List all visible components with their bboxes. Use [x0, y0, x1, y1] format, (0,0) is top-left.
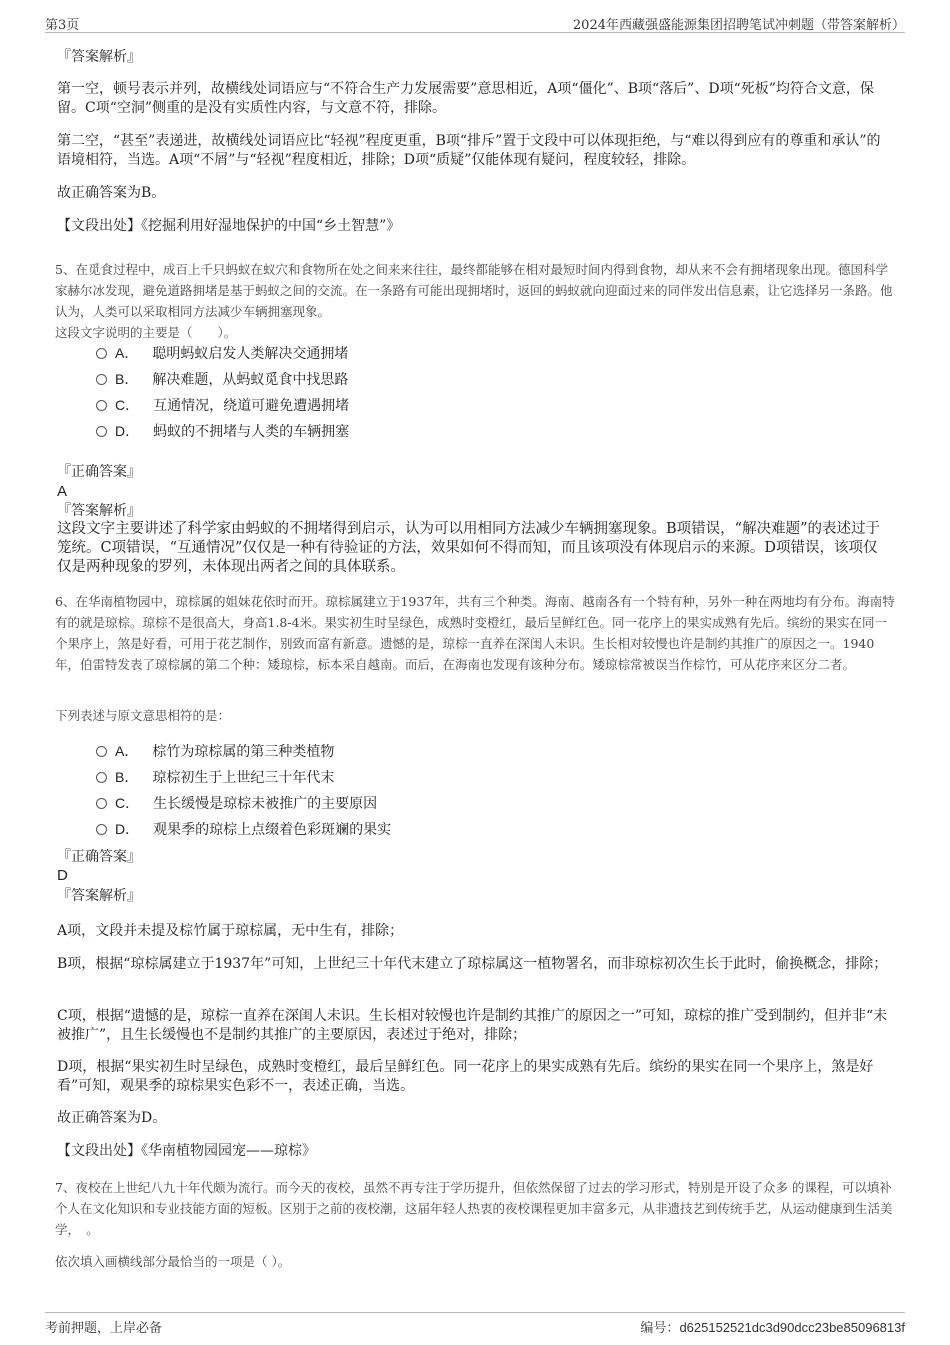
q6-analysis-b: B项，根据“琼棕属建立于1937年”可知，上世纪三十年代末建立了琼棕属这一植物署名，而非琼棕初次生长于此时，偷换概念，排除；	[57, 956, 888, 972]
q6-stem: 6、在华南植物园中，琼棕属的姐妹花依时而开。琼棕属建立于1937年，共有三个种类。海南、越南各有一个特有种，另外一种在两地均有分布。海南特有的就是琼棕。琼棕不是很高大，身高1.8-4米。果实初生时呈绿色，成熟时变橙红，最后呈鲜红色。同一花序上的果实成熟有先后。缤纷的果实在同一个果序上，煞是好看，可用于花艺制作，别致而富有新意。遗憾的是，琼棕一直养在深闺人未识。生长相对较慢也许是制约其推广的原因之一。1940年，伯雷特发表了琼棕属的第二个种：矮琼棕，标本采自越南。而后，在海南也发现有该种分布。矮琼棕常被误当作棕竹，可从花序来区分二者。	[55, 594, 895, 672]
q5-option-d[interactable]: D． 蚂蚁的不拥堵与人类的车辆拥塞	[96, 421, 349, 441]
page-footer	[45, 1312, 905, 1337]
q4-analysis-para2: 第二空，“甚至”表递进，故横线处词语应比“轻视”程度更重，B项“排斥”置于文段中可以体现拒绝，与“难以得到应有的尊重和承认”的语境相符，当选。A项“不屑”与“轻视”程度相近，排除；D项“质疑”仅能体现有疑问，程度较轻，排除。	[57, 133, 881, 168]
radio-icon[interactable]	[96, 348, 107, 359]
radio-icon[interactable]	[96, 746, 107, 757]
q6-option-d[interactable]: D． 观果季的琼棕上点缀着色彩斑斓的果实	[96, 819, 391, 839]
q4-source: 【文段出处】《挖掘利用好湿地保护的中国“乡土智慧”》	[57, 218, 401, 234]
q5-analysis: 这段文字主要讲述了科学家由蚂蚁的不拥堵得到启示，认为可以用相同方法减少车辆拥塞现象。B项错误，“解决难题”的表述过于笼统。C项错误，“互通情况”仅仅是一种有待验证的方法，效果如何不得而知，而且该项没有体现启示的来源。D项错误，该项仅仅是两种现象的罗列，未体现出两者之间的具体联系。	[57, 521, 880, 575]
q4-analysis-para1: 第一空，顿号表示并列，故横线处词语应与“不符合生产力发展需要”意思相近，A项“僵化”、B项“落后”、D项“死板”均符合文意，保留。C项“空洞”侧重的是没有实质性内容，与文意不符，排除。	[57, 81, 874, 116]
q6-question: 下列表述与原文意思相符的是：	[55, 708, 231, 723]
q6-source: 【文段出处】《华南植物园园宠——琼棕》	[57, 1143, 316, 1159]
q6-conclusion: 故正确答案为D。	[57, 1110, 167, 1126]
radio-icon[interactable]	[96, 772, 107, 783]
q5-stem: 5、在觅食过程中，成百上千只蚂蚁在蚁穴和食物所在处之间来来往往，最终都能够在相对最短时间内得到食物，却从来不会有拥堵现象出现。德国科学家赫尔冰发现，避免道路拥堵是基于蚂蚁之间的交流。在一条路有可能出现拥堵时，返回的蚂蚁就向迎面过来的同伴发出信息素，让它选择另一条路。他认为，人类可以采取相同方法减少车辆拥塞现象。	[55, 262, 893, 319]
q5-option-a[interactable]: A． 聪明蚂蚁启发人类解决交通拥堵	[96, 343, 348, 363]
footer-slogan: 考前押题，上岸必备	[45, 1321, 163, 1336]
radio-icon[interactable]	[96, 798, 107, 809]
q5-question: 这段文字说明的主要是（ ）。	[55, 325, 237, 340]
q6-correct-answer: D	[57, 867, 68, 884]
radio-icon[interactable]	[96, 824, 107, 835]
q5-option-c[interactable]: C． 互通情况，绕道可避免遭遇拥堵	[96, 395, 349, 415]
q7-question: 依次填入画横线部分最恰当的一项是（ ）。	[55, 1254, 291, 1269]
radio-icon[interactable]	[96, 426, 107, 437]
q6-analysis-a: A项，文段并未提及棕竹属于琼棕属，无中生有，排除；	[57, 923, 404, 939]
q6-option-c[interactable]: C． 生长缓慢是琼棕未被推广的主要原因	[96, 793, 377, 813]
q4-conclusion: 故正确答案为B。	[57, 185, 166, 201]
q6-correct-label: 『正确答案』	[57, 849, 141, 865]
q6-analysis-label: 『答案解析』	[57, 888, 141, 904]
radio-icon[interactable]	[96, 374, 107, 385]
q6-analysis-d: D项，根据“果实初生时呈绿色，成熟时变橙红，最后呈鲜红色。同一花序上的果实成熟有先后。缤纷的果实在同一个果序上，煞是好看”可知，观果季的琼棕果实色彩不一，表述正确，当选。	[57, 1059, 874, 1094]
q5-correct-label: 『正确答案』	[57, 464, 141, 480]
page-header	[45, 12, 905, 33]
q7-stem: 7、夜校在上世纪八九十年代颇为流行。而今天的夜校，虽然不再专注于学历提升，但依然保留了过去的学习形式，特别是开设了众多 的课程，可以填补个人在文化知识和专业技能方面的短板。区别于之前的夜校潮，这届年轻人热衷的夜校课程更加丰富多元，从非遗技艺到传统手艺，从运动健康到生活美学， 。	[55, 1180, 893, 1237]
q6-option-a[interactable]: A． 棕竹为琼棕属的第三种类植物	[96, 741, 334, 761]
q5-option-b[interactable]: B． 解决难题，从蚂蚁觅食中找思路	[96, 369, 348, 389]
q5-correct-answer: A	[57, 483, 68, 500]
q6-option-b[interactable]: B． 琼棕初生于上世纪三十年代末	[96, 767, 334, 787]
q6-analysis-c: C项，根据“遗憾的是，琼棕一直养在深闺人未识。生长相对较慢也许是制约其推广的原因之一”可知，琼棕的推广受到制约，但并非“未被推广”，且生长缓慢也不是制约其推广的主要原因，表述过于绝对，排除；	[57, 1008, 888, 1043]
document-title: 2024年西藏强盛能源集团招聘笔试冲刺题（带答案解析）	[572, 18, 905, 33]
q4-analysis-label: 『答案解析』	[57, 49, 141, 65]
q5-analysis-label: 『答案解析』	[57, 503, 141, 519]
page-number: 第3页	[45, 18, 80, 33]
radio-icon[interactable]	[96, 400, 107, 411]
document-id: 编号：d625152521dc3d90dcc23be85096813f	[640, 1320, 905, 1336]
